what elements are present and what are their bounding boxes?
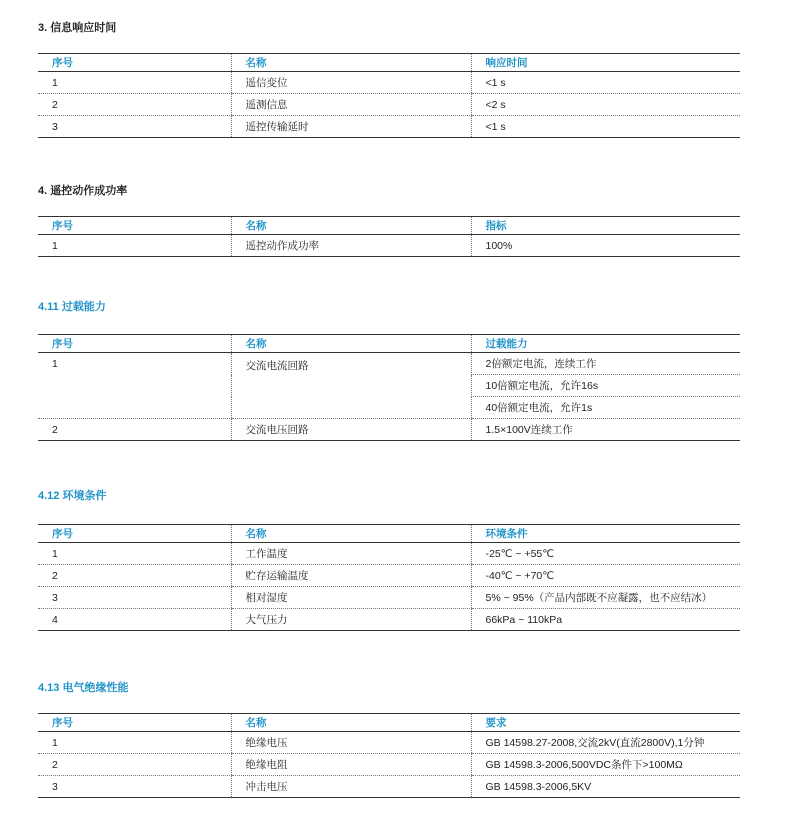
table-row xyxy=(38,353,740,375)
header-cell: 名称 xyxy=(231,714,471,732)
environment-table xyxy=(38,524,740,631)
table-cell: GB 14598.3-2006,5KV xyxy=(471,776,740,798)
header-cell: 序号 xyxy=(38,525,231,543)
table-header xyxy=(38,217,740,235)
header-cell: 序号 xyxy=(38,217,231,235)
table-cell: 交流电压回路 xyxy=(231,419,471,441)
table-cell: 遥信变位 xyxy=(231,72,471,94)
section-environment xyxy=(38,488,740,626)
header-cell: 要求 xyxy=(471,714,740,732)
header-cell: 指标 xyxy=(471,217,740,235)
table-row xyxy=(38,754,740,776)
table-cell: 交流电流回路 xyxy=(231,353,471,419)
header-cell: 序号 xyxy=(38,335,231,353)
header-cell: 过载能力 xyxy=(471,335,740,353)
table-cell: 10倍额定电流，允许16s xyxy=(471,375,740,397)
table-cell: <2 s xyxy=(471,94,740,116)
header-cell: 序号 xyxy=(38,714,231,732)
table-cell: 绝缘电压 xyxy=(231,732,471,754)
section-title: 4.11 过载能力 xyxy=(38,301,106,313)
table-cell: 工作温度 xyxy=(231,543,471,565)
table-cell: 遥控传输延时 xyxy=(231,116,471,138)
table-cell: 2 xyxy=(38,94,231,116)
section-insulation xyxy=(38,680,740,793)
remote-control-table xyxy=(38,216,740,257)
header-cell: 环境条件 xyxy=(471,525,740,543)
header-cell: 名称 xyxy=(231,54,471,72)
table-row xyxy=(38,732,740,754)
table-row xyxy=(38,94,740,116)
table-cell: GB 14598.3-2006,500VDC条件下>100MΩ xyxy=(471,754,740,776)
table-row xyxy=(38,116,740,138)
table-cell: 100% xyxy=(471,235,740,257)
table-cell: 3 xyxy=(38,116,231,138)
table-cell: 遥控动作成功率 xyxy=(231,235,471,257)
table-row xyxy=(38,587,740,609)
table-cell: 1 xyxy=(38,235,231,257)
table-cell: 遥测信息 xyxy=(231,94,471,116)
response-time-table xyxy=(38,53,740,138)
table-header xyxy=(38,54,740,72)
table-cell: 5% ~ 95%（产品内部既不应凝露，也不应结冰） xyxy=(471,587,740,609)
table-cell: 1 xyxy=(38,732,231,754)
table-cell: 3 xyxy=(38,776,231,798)
table-row xyxy=(38,565,740,587)
table-cell: 2倍额定电流，连续工作 xyxy=(471,353,740,375)
section-overload-capacity xyxy=(38,299,740,436)
table-row xyxy=(38,419,740,441)
table-cell: 大气压力 xyxy=(231,609,471,631)
table-cell: 绝缘电阻 xyxy=(231,754,471,776)
table-cell: 2 xyxy=(38,419,231,441)
table-header xyxy=(38,714,740,732)
header-cell: 名称 xyxy=(231,335,471,353)
table-cell: 2 xyxy=(38,565,231,587)
table-header xyxy=(38,335,740,353)
section-title: 4. 遥控动作成功率 xyxy=(38,185,128,197)
table-row xyxy=(38,776,740,798)
section-title: 4.12 环境条件 xyxy=(38,490,107,502)
overload-table xyxy=(38,334,740,441)
table-header xyxy=(38,525,740,543)
section-response-time xyxy=(38,20,740,133)
table-cell: 1 xyxy=(38,353,231,419)
section-title: 3. 信息响应时间 xyxy=(38,22,117,34)
table-cell: 2 xyxy=(38,754,231,776)
table-cell: 3 xyxy=(38,587,231,609)
table-row xyxy=(38,543,740,565)
table-cell: -25℃ ~ +55℃ xyxy=(471,543,740,565)
header-cell: 响应时间 xyxy=(471,54,740,72)
header-cell: 名称 xyxy=(231,525,471,543)
table-row xyxy=(38,72,740,94)
table-cell: GB 14598.27-2008,交流2kV(直流2800V),1分钟 xyxy=(471,732,740,754)
header-cell: 序号 xyxy=(38,54,231,72)
table-cell: 贮存运输温度 xyxy=(231,565,471,587)
header-cell: 名称 xyxy=(231,217,471,235)
table-row xyxy=(38,609,740,631)
table-cell: 66kPa ~ 110kPa xyxy=(471,609,740,631)
table-cell: <1 s xyxy=(471,72,740,94)
section-remote-control-rate xyxy=(38,183,740,252)
table-cell: 冲击电压 xyxy=(231,776,471,798)
table-cell: 40倍额定电流，允许1s xyxy=(471,397,740,419)
table-cell: 相对湿度 xyxy=(231,587,471,609)
table-cell: 1 xyxy=(38,72,231,94)
table-cell: 1.5×100V连续工作 xyxy=(471,419,740,441)
table-cell: 1 xyxy=(38,543,231,565)
table-row xyxy=(38,235,740,257)
table-cell: 4 xyxy=(38,609,231,631)
insulation-table xyxy=(38,713,740,798)
table-cell: -40℃ ~ +70℃ xyxy=(471,565,740,587)
section-title: 4.13 电气绝缘性能 xyxy=(38,682,129,694)
table-cell: <1 s xyxy=(471,116,740,138)
